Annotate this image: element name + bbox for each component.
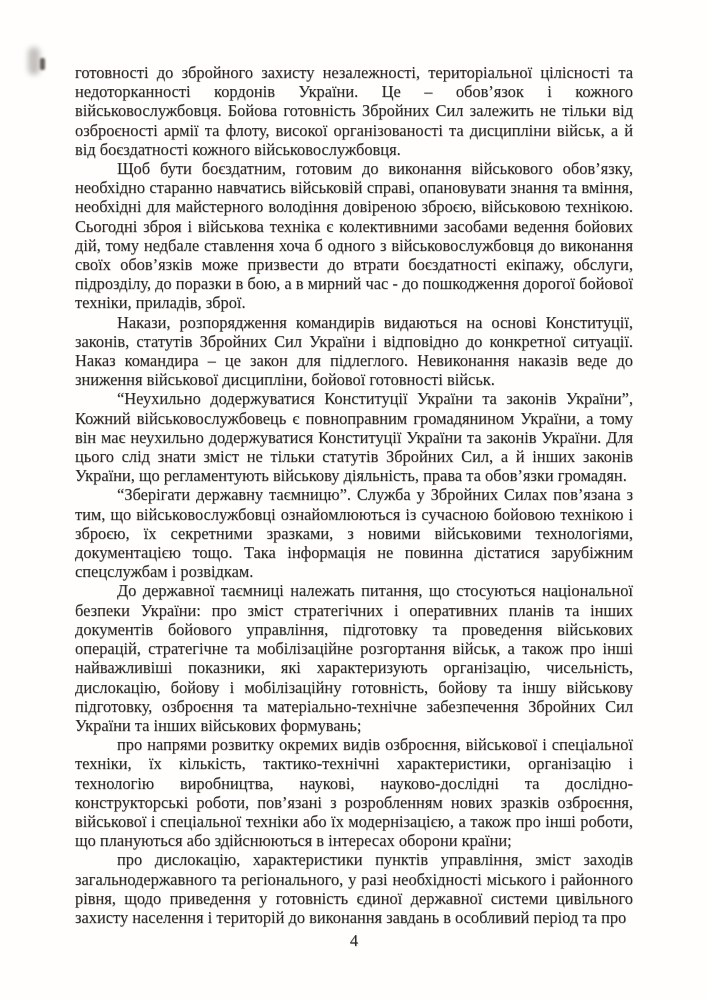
paragraph-continuation: готовності до збройного захисту незалежності, територіальної цілісності та недоторканності кордонів України. Це – обов’язок і кожного військовослужбовця. Бойова готовність Збройних Сил залежить не тільки від озброєності армії та флоту, високої організованості та дисципліни військ, а й від боєздатності кожного військовослужбовця. — [75, 63, 633, 159]
paragraph-constitution: “Неухильно додержуватися Конституції України та законів України”, Кожний військовослужбовець є повноправним громадянином України, а тому він має неухильно додержуватися Конституції України та законів України. Для цього слід знати зміст не тільки статутів Збройних Сил, а й інших законів України, що регламентують військову діяльність, права та обов’язки громадян. — [75, 389, 633, 486]
paragraph-orders: Накази, розпорядження командирів видаються на основі Конституції, законів, статутів Збройних Сил України і відповідно до конкретної ситуації. Наказ командира – це закон для підлеглого. Невиконання наказів веде до зниження військової дисципліни, бойової готовності військ. — [75, 312, 633, 390]
paragraph-combat-readiness: Щоб бути боєздатним, готовим до виконання військового обов’язку, необхідно старанно навчатись військовій справі, опановувати знання та вміння, необхідні для майстерного володіння довіреною зброєю, військовою технікою. Сьогодні зброя і військова техніка є колективними засобами ведення бойових дій, тому недбале ставлення хоча б одного з військовослужбовця до виконання своїх обов’язків може призвести до втрати боєздатності екіпажу, обслуги, підрозділу, до поразки в бою, а в мирний час - до пошкодження дорогої бойової техніки, приладів, зброї. — [75, 159, 633, 313]
paragraph-state-secret: “Зберігати державну таємницю”. Служба у Збройних Силах пов’язана з тим, що військовослужбовці ознайомлюються із сучасною бойовою технікою і зброєю, їх секретними зразками, з новими військовими технологіями, документацією тощо. Така інформація не повинна дістатися зарубіжним спецслужбам і розвідкам. — [75, 485, 633, 582]
page-number: 4 — [349, 931, 359, 950]
paragraph-secret-scope: До державної таємниці належать питання, що стосуються національної безпеки України: про зміст стратегічних і оперативних планів та інших документів бойового управління, підготовку та проведення військових операцій, стратегічне та мобілізаційне розгортання військ, а також про інші найважливіші показники, які характеризують організацію, чисельність, дислокацію, бойову і мобілізаційну готовність, бойову та іншу військову підготовку, озброєння та матеріально-технічне забезпечення Збройних Сил України та інших військових формувань; — [75, 581, 633, 735]
paragraph-weapons-development: про напрями розвитку окремих видів озброєння, військової і спеціальної техніки, їх кількість, тактико-технічні характеристики, організацію і технологію виробництва, наукові, науково-дослідні та дослідно-конструкторські роботи, пов’язані з розробленням нових зразків озброєння, військової і спеціальної техніки або їх модернізацією, а також про інші роботи, що плануються або здійснюються в інтересах оборони країни; — [75, 735, 633, 851]
page-body — [75, 63, 633, 927]
scan-artifact-speck — [40, 58, 45, 70]
paragraph-dislocation: про дислокацію, характеристики пунктів управління, зміст заходів загальнодержавного та регіонального, у разі необхідності міського і районного рівня, щодо приведення у готовність єдиної державної системи цивільного захисту населення і територій до виконання завдань в особливий період та про — [75, 850, 633, 927]
scan-artifact-smudge — [28, 47, 40, 75]
